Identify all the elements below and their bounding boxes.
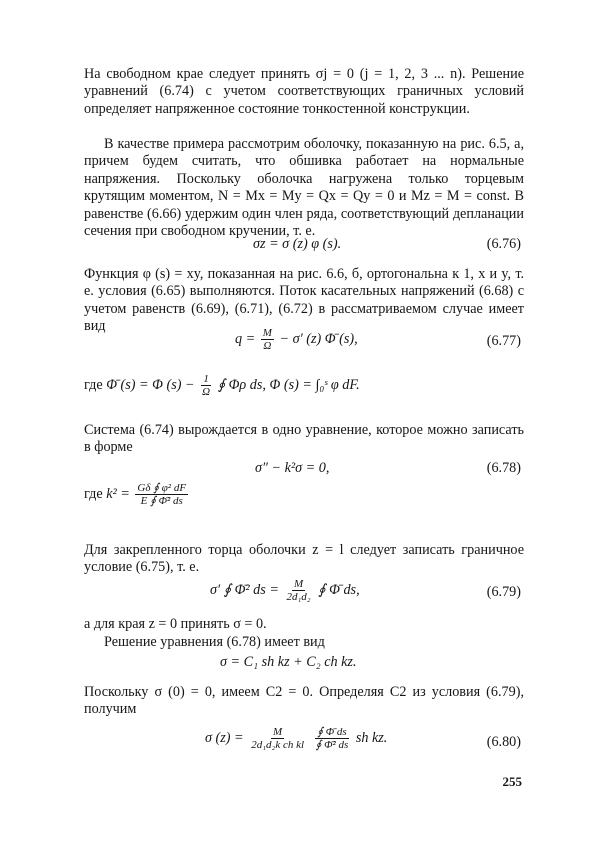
equation-number-6-80: (6.80) [486, 734, 521, 750]
where-clause-phi: где Φ̄ (s) = Φ (s) − $\frac{1}{\Omega}$ ∮ Φρ ds, Φ (s) = ∫₀ˢ φ dF. [84, 373, 360, 398]
equation-number-6-78: (6.78) [486, 460, 521, 476]
paragraph-4: Система (6.74) вырождается в одно уравнение, которое можно записать в форме [84, 422, 524, 456]
fraction-m-omega: $\frac{M}{\Omega}$ [262, 327, 272, 352]
fraction-m-2d1d2: $\frac{M}{\text{2d₁d₂}}$ [286, 578, 311, 603]
equation-number-6-77: (6.77) [486, 333, 521, 349]
equation-6-77: q = $\frac{M}{\Omega}$ − σ′ (z) Φ̄ (s), [235, 327, 358, 352]
where-clause-k: где k² = $\frac{\text{Gδ ∮ φ² dF}}{\text{E ∮ Φ̄² ds}}$ [84, 482, 187, 507]
equation-6-80: σ (z) = $\frac{M}{\text{2d₁d₂k ch kl}}$ $\frac{∮ \Phī ds}{\text{∮ Φ̄² ds}}$ sh kz. [205, 726, 388, 751]
paragraph-5: Для закрепленного торца оболочки z = l следует записать граничное условие (6.75), т. е. [84, 542, 524, 576]
equation-6-78: σ″ − k²σ = 0, [255, 460, 330, 476]
fraction-phi-integrals: $\frac{∮ \Phī ds}{\text{∮ Φ̄² ds}}$ [315, 726, 349, 751]
fraction-k-squared: $\frac{\text{Gδ ∮ φ² dF}}{\text{E ∮ Φ̄² ds}}$ [137, 482, 187, 507]
equation-number-6-79: (6.79) [486, 584, 521, 600]
equation-number-6-76: (6.76) [486, 236, 521, 252]
paragraph-7: Решение уравнения (6.78) имеет вид [104, 634, 325, 650]
paragraph-6: а для края z = 0 принять σ = 0. [84, 616, 267, 632]
equation-6-79: σ′ ∮ Φ̄² ds = $\frac{M}{\text{2d₁d₂}}$ ∮ Φ̄ ds, [210, 578, 360, 603]
equation-6-76: σz = σ (z) φ (s). [253, 236, 342, 252]
paragraph-2: В качестве примера рассмотрим оболочку, показанную на рис. 6.5, а, причем будем считать, что обшивка работает на нормальные напряжения. Поскольку оболочка нагружена только торцевым крутящим моментом, N = Mx = My = Qx = Qy = 0 и Mz = M = const. В равенстве (6.66) удержим один член ряда, соответствующий депланации сечения при свободном кручении, т. е. [84, 136, 524, 240]
equation-solution: σ = C₁ sh kz + C₂ ch kz. [220, 654, 357, 670]
paragraph-1: На свободном крае следует принять σj = 0 (j = 1, 2, 3 ... n). Решение уравнений (6.74) с учетом соответствующих граничных условий определяет напряженное состояние тонкостенной конструкции. [84, 66, 524, 117]
fraction-m-2d1d2k-ch-kl: $\frac{M}{\text{2d₁d₂k ch kl}}$ [251, 726, 305, 751]
fraction-1-omega: $\frac{1}{\Omega}$ [202, 373, 211, 398]
paragraph-3: Функция φ (s) = xy, показанная на рис. 6.6, б, ортогональна к 1, x и y, т. е. условия (6.65) выполняются. Поток касательных напряжений (6.68) с учетом равенств (6.69), (6.71), (6.72) в рассматриваемом случае имеет вид [84, 266, 524, 335]
page-number: 255 [502, 774, 522, 789]
paragraph-8: Поскольку σ (0) = 0, имеем C2 = 0. Определяя C2 из условия (6.79), получим [84, 684, 524, 718]
